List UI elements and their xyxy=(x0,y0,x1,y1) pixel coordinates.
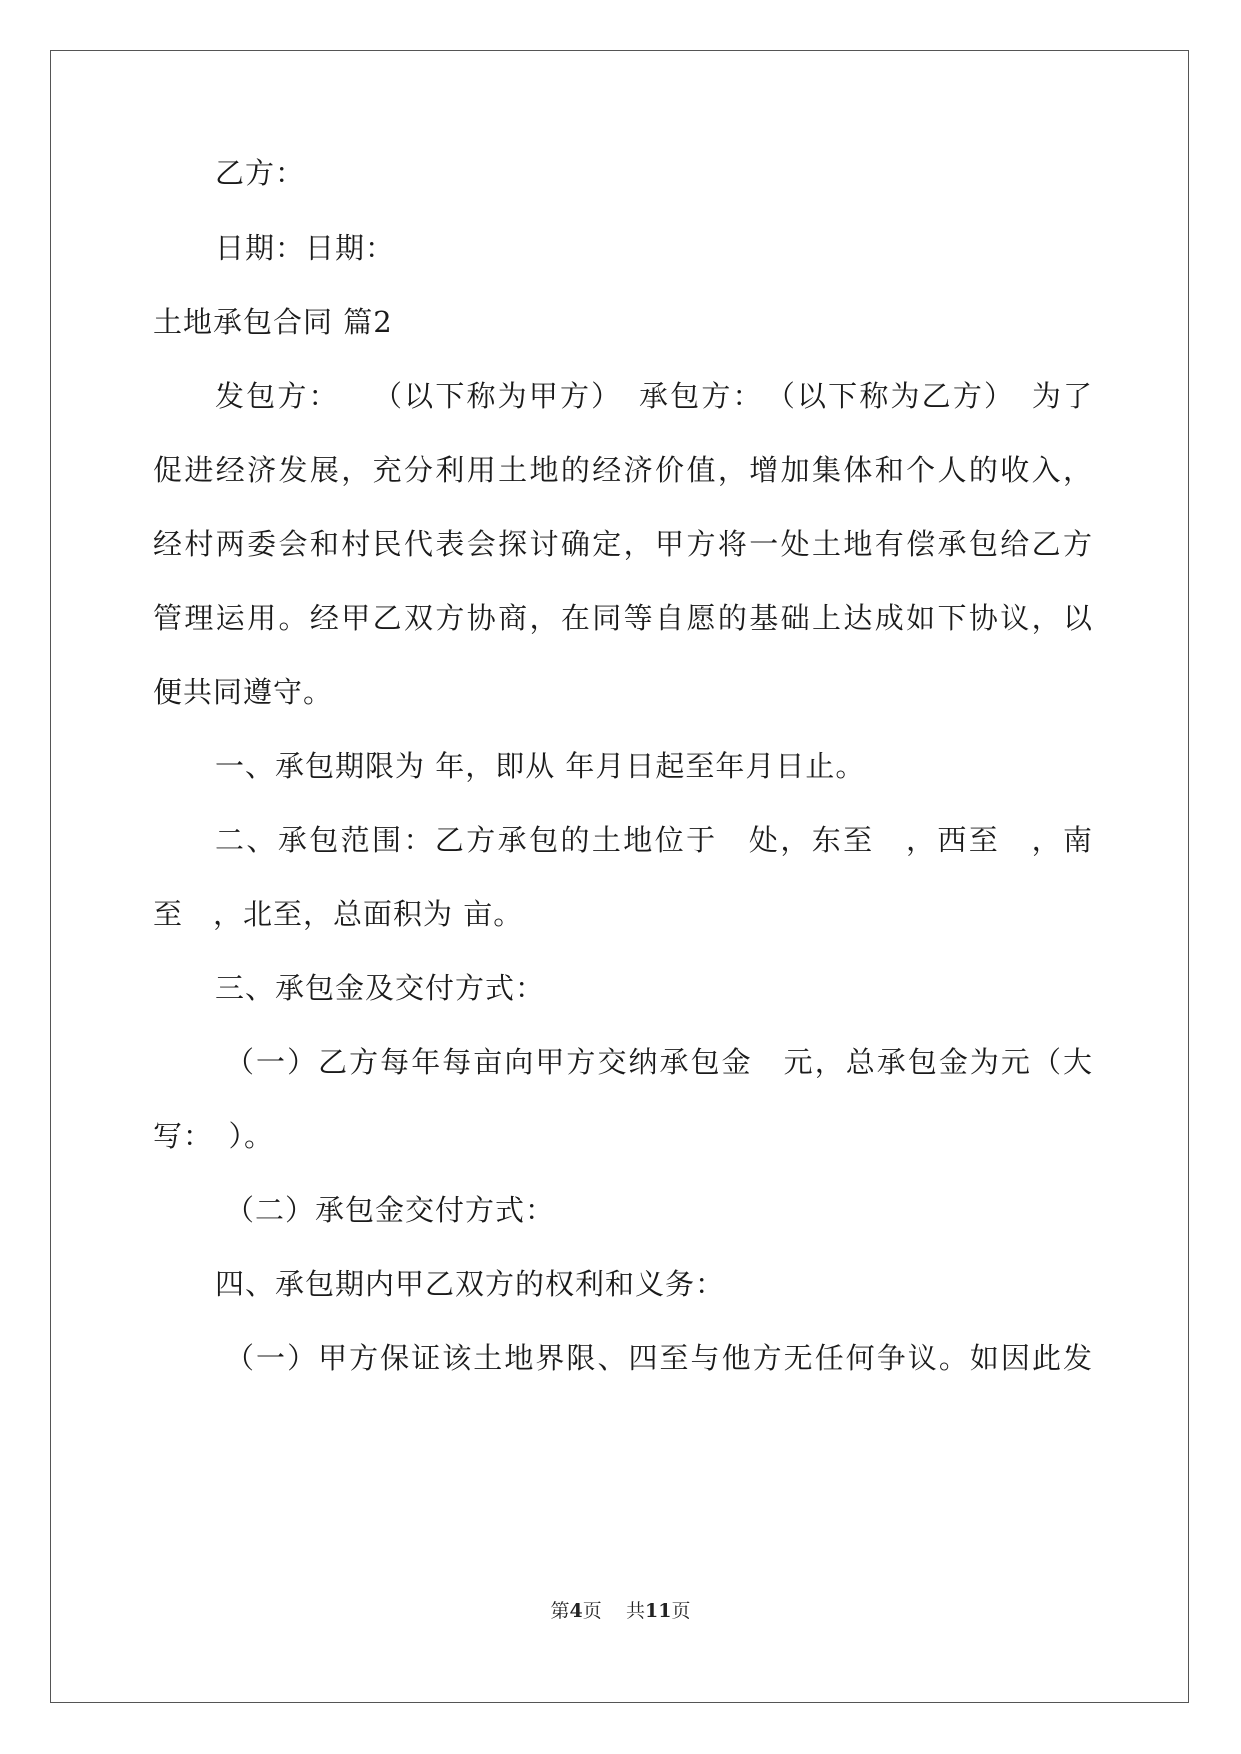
footer-prefix: 第 xyxy=(550,1600,570,1622)
subclause-rights: （一）甲方保证该土地界限、四至与他方无任何争议。如因此发 xyxy=(225,1341,1093,1375)
section-heading: 土地承包合同 篇2 xyxy=(153,305,393,339)
paragraph-line: 便共同遵守。 xyxy=(153,675,334,709)
page-footer xyxy=(0,1599,1241,1623)
paragraph-line: 发包方： （以下称为甲方） 承包方： （以下称为乙方） 为了 xyxy=(215,379,1093,413)
subclause-payment-amount: （一）乙方每年每亩向甲方交纳承包金 元，总承包金为元（大 xyxy=(225,1045,1093,1079)
subclause-payment-method: （二）承包金交付方式： xyxy=(225,1193,556,1227)
date-line: 日期：日期： xyxy=(215,231,396,265)
paragraph-line: 经村两委会和村民代表会探讨确定，甲方将一处土地有偿承包给乙方 xyxy=(153,527,1093,561)
clause-term: 一、承包期限为 年，即从 年月日起至年月日止。 xyxy=(215,749,866,783)
footer-total-prefix: 共 xyxy=(625,1600,645,1622)
clause-scope: 二、承包范围：乙方承包的土地位于 处，东至 ，西至 ，南 xyxy=(215,823,1093,857)
party-b-line: 乙方： xyxy=(215,156,306,190)
current-page-number: 4 xyxy=(569,1600,583,1622)
paragraph-line: 促进经济发展，充分利用土地的经济价值，增加集体和个人的收入， xyxy=(153,453,1093,487)
footer-page-suffix: 页 xyxy=(582,1600,602,1622)
subclause-payment-amount-cont: 写： ）。 xyxy=(153,1119,275,1153)
page-border xyxy=(50,50,1189,1703)
total-page-count: 11 xyxy=(644,1600,672,1622)
clause-payment: 三、承包金及交付方式： xyxy=(215,971,546,1005)
paragraph-line: 管理运用。经甲乙双方协商，在同等自愿的基础上达成如下协议，以 xyxy=(153,601,1093,635)
clause-scope-cont: 至 ，北至，总面积为 亩。 xyxy=(153,897,524,931)
clause-rights: 四、承包期内甲乙双方的权利和义务： xyxy=(215,1267,726,1301)
footer-total-suffix: 页 xyxy=(671,1600,691,1622)
